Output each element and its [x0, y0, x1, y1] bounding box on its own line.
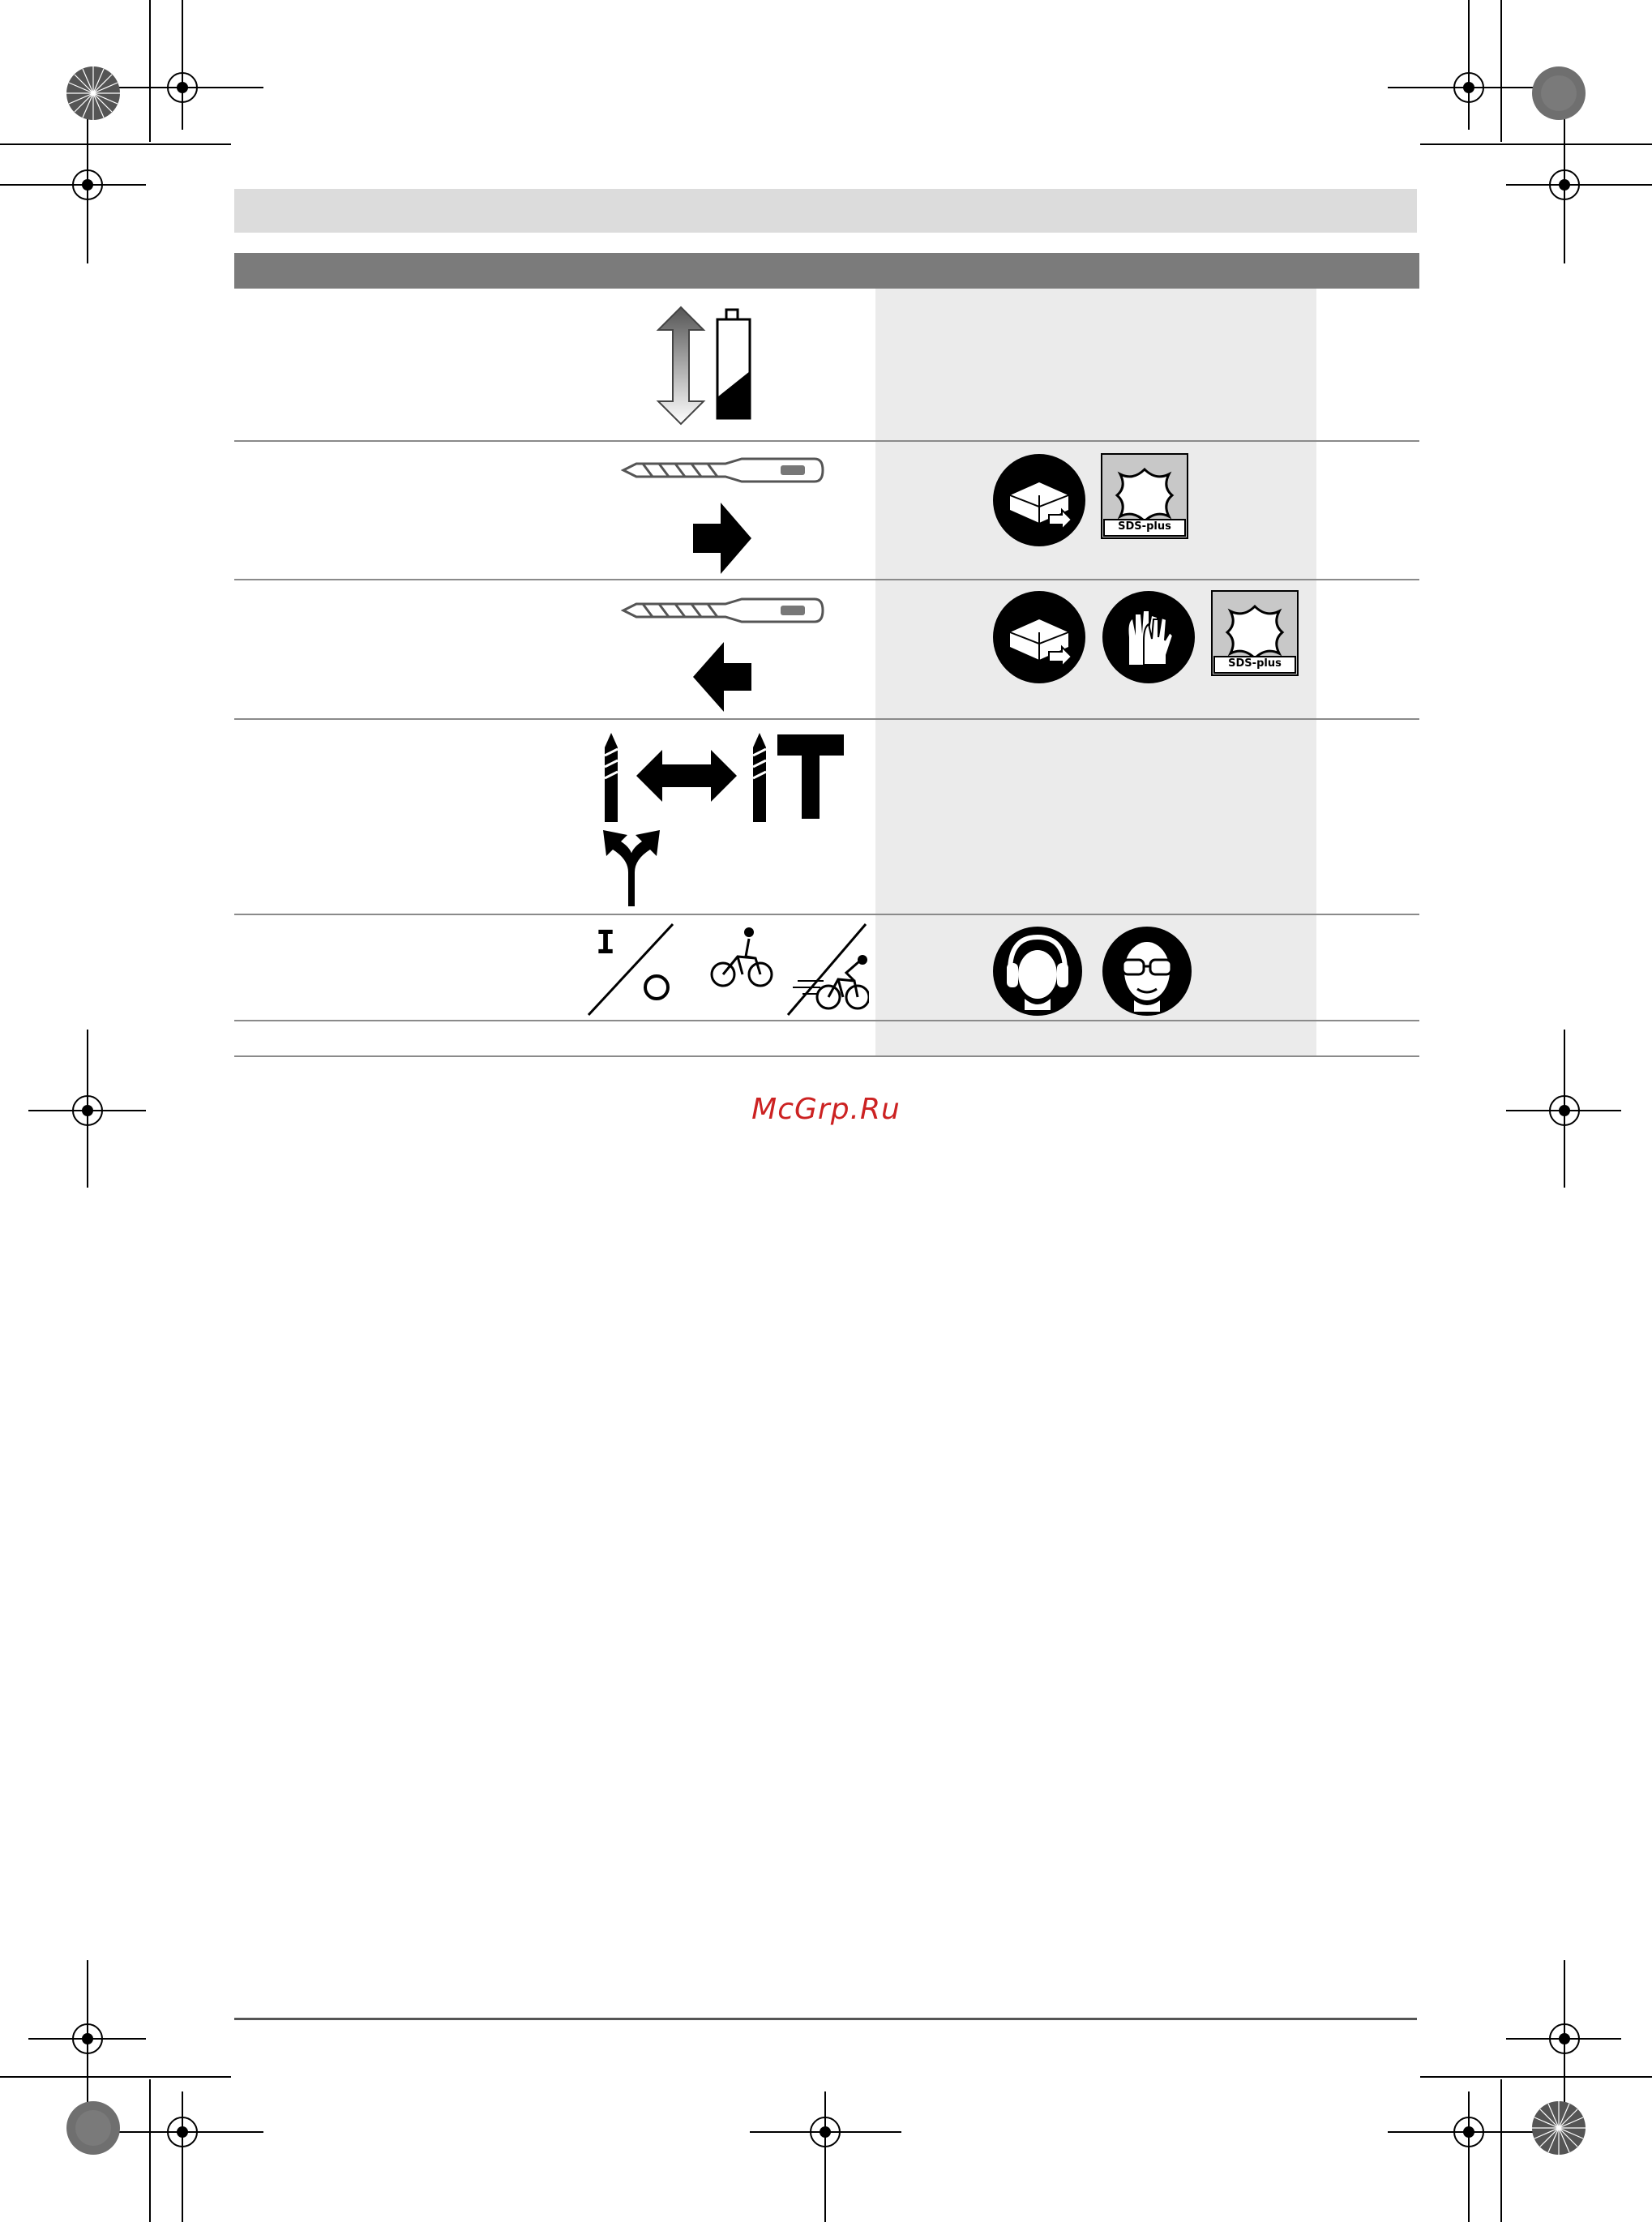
- mode-select-row: [601, 731, 621, 822]
- table-header: [234, 253, 1419, 289]
- row-divider: [234, 914, 1419, 915]
- arrow-right-icon: [693, 503, 751, 574]
- split-arrow-icon: [587, 827, 676, 906]
- wear-gloves-icon: [1102, 590, 1196, 684]
- ear-protection-icon: [992, 926, 1083, 1017]
- charge-arrows-icon: [655, 306, 707, 426]
- footer-rule: [234, 2018, 1417, 2020]
- read-manual-icon: [992, 453, 1086, 547]
- battery-level-icon: [715, 308, 754, 422]
- sds-plus-label: SDS-plus: [1118, 520, 1171, 533]
- row-divider: [234, 718, 1419, 720]
- battery-charge-row: [655, 306, 707, 426]
- drill-bit-icon: [620, 594, 824, 627]
- row-divider: [234, 1055, 1419, 1057]
- arrow-left-icon: [693, 642, 751, 712]
- row-divider: [234, 1020, 1419, 1021]
- hammer-drill-mode-icon: [750, 731, 845, 822]
- row-divider: [234, 579, 1419, 580]
- drill-mode-icon: [601, 731, 621, 822]
- read-manual-icon: [992, 590, 1086, 684]
- fast-speed-icon: [785, 923, 869, 1017]
- drill-bit-icon: [620, 454, 824, 486]
- insert-tool-row: [620, 454, 824, 486]
- row-divider: [234, 440, 1419, 442]
- watermark: McGrp.Ru: [751, 1093, 901, 1126]
- header-bar: [234, 189, 1417, 233]
- eye-protection-icon: [1102, 926, 1192, 1017]
- slow-speed-icon: [710, 924, 775, 989]
- switch-on-label: I: [596, 924, 616, 961]
- sds-plus-label: SDS-plus: [1228, 657, 1282, 670]
- double-arrow-icon: [636, 750, 737, 802]
- remove-tool-row: [620, 594, 824, 627]
